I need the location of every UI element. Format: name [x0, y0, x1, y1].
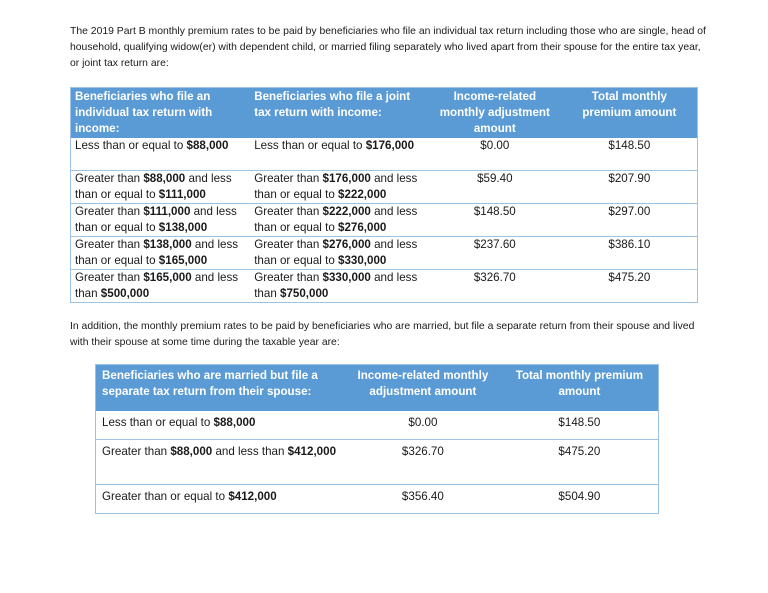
joint-income-cell: Less than or equal to $176,000	[250, 138, 428, 171]
income-cell: Greater than or equal to $412,000	[96, 485, 346, 514]
header-married-separate: Beneficiaries who are married but file a separate tax return from their spouse:	[96, 365, 346, 412]
table-row	[96, 411, 659, 440]
header-total: Total monthly premium amount	[501, 365, 659, 412]
table-row	[71, 138, 698, 171]
header-joint: Beneficiaries who file a joint tax return with income:	[250, 88, 428, 139]
table-row	[71, 204, 698, 237]
individual-income-cell: Less than or equal to $88,000	[71, 138, 251, 171]
total-cell: $207.90	[562, 171, 698, 204]
adjustment-cell: $0.00	[428, 138, 562, 171]
individual-income-cell: Greater than $111,000 and less than or equal to $138,000	[71, 204, 251, 237]
header-adjustment: Income-related monthly adjustment amount	[428, 88, 562, 139]
income-cell: Greater than $88,000 and less than $412,000	[96, 440, 346, 485]
adjustment-cell: $326.70	[345, 440, 501, 485]
table-row	[96, 485, 659, 514]
table-row	[96, 440, 659, 485]
table-row	[71, 171, 698, 204]
adjustment-cell: $326.70	[428, 270, 562, 303]
individual-income-cell: Greater than $88,000 and less than or equal to $111,000	[71, 171, 251, 204]
individual-income-cell: Greater than $138,000 and less than or equal to $165,000	[71, 237, 251, 270]
joint-income-cell: Greater than $222,000 and less than or equal to $276,000	[250, 204, 428, 237]
table-row	[71, 270, 698, 303]
adjustment-cell: $356.40	[345, 485, 501, 514]
joint-income-cell: Greater than $276,000 and less than or equal to $330,000	[250, 237, 428, 270]
intro-paragraph: The 2019 Part B monthly premium rates to be paid by beneficiaries who file an individual tax return including those who are single, head of household, qualifying widow(er) with dependent child, or married filing separately who lived apart from their spouse for the entire tax year, or joint tax return are:	[70, 26, 706, 69]
total-cell: $475.20	[562, 270, 698, 303]
joint-income-cell: Greater than $176,000 and less than or equal to $222,000	[250, 171, 428, 204]
income-cell: Less than or equal to $88,000	[96, 411, 346, 440]
table-header-row	[71, 88, 698, 139]
married-separate-paragraph: In addition, the monthly premium rates to be paid by beneficiaries who are married, but file a separate return from their spouse and lived with their spouse at some time during the taxable year are:	[70, 321, 695, 348]
individual-joint-premium-table	[70, 87, 698, 303]
header-adjustment: Income-related monthly adjustment amount	[345, 365, 501, 412]
total-cell: $386.10	[562, 237, 698, 270]
header-total: Total monthly premium amount	[562, 88, 698, 139]
total-cell: $475.20	[501, 440, 659, 485]
total-cell: $504.90	[501, 485, 659, 514]
total-cell: $148.50	[562, 138, 698, 171]
married-separate-premium-table	[95, 364, 659, 514]
individual-income-cell: Greater than $165,000 and less than $500,000	[71, 270, 251, 303]
table-header-row	[96, 365, 659, 412]
adjustment-cell: $237.60	[428, 237, 562, 270]
header-individual: Beneficiaries who file an individual tax return with income:	[71, 88, 251, 139]
table-row	[71, 237, 698, 270]
total-cell: $148.50	[501, 411, 659, 440]
adjustment-cell: $0.00	[345, 411, 501, 440]
total-cell: $297.00	[562, 204, 698, 237]
adjustment-cell: $59.40	[428, 171, 562, 204]
joint-income-cell: Greater than $330,000 and less than $750,000	[250, 270, 428, 303]
adjustment-cell: $148.50	[428, 204, 562, 237]
